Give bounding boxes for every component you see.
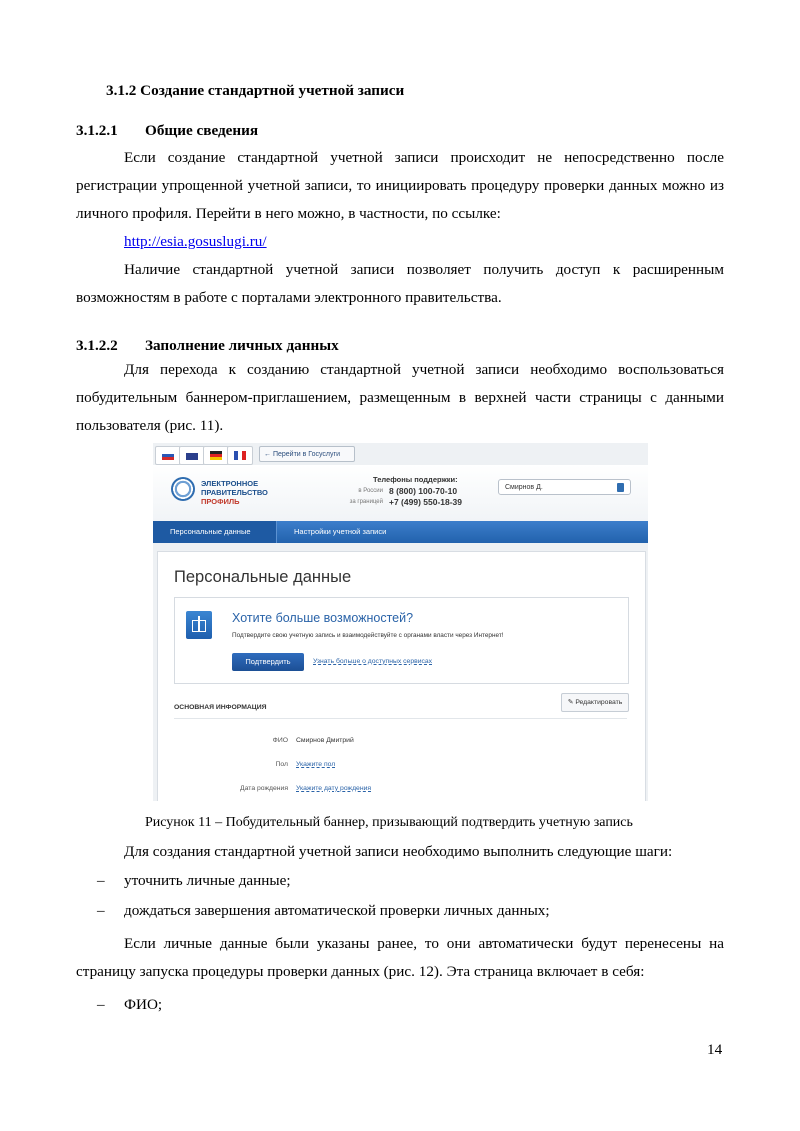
- paragraph-banner-intro: Для перехода к созданию стандартной учетной записи необходимо воспользоваться побудительным баннером-приглашением, размещенным в верхней части страницы с данными пользователя (рис. 11).: [76, 361, 724, 434]
- page-number: 14: [707, 1041, 723, 1058]
- edit-button[interactable]: [561, 693, 629, 712]
- user-name: Смирнов Д.: [505, 484, 543, 491]
- language-bar: [153, 443, 648, 465]
- paragraph-standard-benefits: Наличие стандартной учетной записи позволяет получить доступ к расширенным возможностям в работе с порталами электронного правительства.: [76, 261, 724, 306]
- logo-line-3: ПРОФИЛЬ: [201, 497, 240, 506]
- flag-fr-icon[interactable]: [227, 446, 253, 465]
- upgrade-banner: [174, 597, 629, 684]
- fio-value: Смирнов Дмитрий: [296, 737, 354, 744]
- flag-ru-icon[interactable]: [155, 446, 181, 465]
- flag-de-icon[interactable]: [203, 446, 229, 465]
- logo-icon: [171, 477, 195, 501]
- flag-uk-icon[interactable]: [179, 446, 205, 465]
- nav-bar: [153, 521, 648, 543]
- paragraph-autofill: Если личные данные были указаны ранее, то они автоматически будут перенесены на страницу запуска процедуры проверки данных (рис. 12). Эта страница включает в себя:: [76, 935, 724, 980]
- paragraph-intro: Если создание стандартной учетной записи происходит не непосредственно после регистрации упрощенной учетной записи, то инициировать процедуру проверки данных можно из личного профиля. Перейти в него можно, в частности, по ссылке:: [76, 149, 724, 222]
- bullet-1: уточнить личные данные;: [124, 872, 291, 889]
- edit-button-label: Редактировать: [575, 699, 623, 706]
- subsection-number-1: 3.1.2.1: [76, 122, 118, 139]
- divider: [174, 718, 627, 719]
- paragraph-steps-intro: Для создания стандартной учетной записи необходимо выполнить следующие шаги:: [124, 843, 673, 860]
- subsection-title-2: Заполнение личных данных: [145, 337, 339, 354]
- page-title: Персональные данные: [174, 568, 352, 586]
- birthdate-label: Дата рождения: [240, 785, 288, 792]
- confirm-button[interactable]: Подтвердить: [232, 653, 304, 671]
- bullet-2: дождаться завершения автоматической проверки личных данных;: [124, 902, 550, 919]
- subsection-title-1: Общие сведения: [145, 122, 259, 139]
- bullet-dash-3: –: [97, 996, 105, 1013]
- figure-screenshot: [153, 443, 648, 801]
- logo-line-2: ПРАВИТЕЛЬСТВО: [201, 488, 268, 497]
- logo-line-1: ЭЛЕКТРОННОЕ: [201, 479, 259, 488]
- banner-title: Хотите больше возможностей?: [232, 611, 414, 625]
- esia-link[interactable]: http://esia.gosuslugi.ru/: [124, 233, 267, 250]
- phone-russia: 8 (800) 100-70-10: [389, 486, 458, 496]
- phone-abroad: +7 (499) 550-18-39: [389, 497, 463, 507]
- gender-label: Пол: [275, 761, 288, 768]
- subsection-number-2: 3.1.2.2: [76, 337, 118, 354]
- tab-personal-data[interactable]: Персональные данные: [153, 521, 276, 543]
- phone-abroad-label: за границей: [349, 499, 383, 505]
- section-heading: 3.1.2 Создание стандартной учетной записи: [106, 82, 405, 99]
- gift-icon: [186, 611, 212, 639]
- phone-russia-label: в России: [358, 488, 383, 494]
- bullet-dash-1: –: [97, 872, 105, 889]
- logout-icon[interactable]: [617, 483, 624, 492]
- go-to-gosuslugi-button[interactable]: ← Перейти в Госуслуги: [259, 446, 355, 462]
- gender-link[interactable]: Укажите пол: [296, 761, 336, 768]
- content-panel: [157, 551, 646, 801]
- bullet-3: ФИО;: [124, 996, 163, 1013]
- bullet-dash-2: –: [97, 902, 105, 919]
- user-menu[interactable]: [498, 479, 631, 495]
- fio-label: ФИО: [272, 737, 288, 744]
- support-phones-title: Телефоны поддержки:: [373, 475, 458, 484]
- banner-text: Подтвердите свою учетную запись и взаимодействуйте с органами власти через Интернет!: [232, 632, 504, 639]
- birthdate-link[interactable]: Укажите дату рождения: [296, 785, 372, 792]
- learn-more-link[interactable]: Узнать больше о доступных сервисах: [313, 658, 433, 665]
- figure-caption: Рисунок 11 – Побудительный баннер, призывающий подтвердить учетную запись: [145, 815, 633, 830]
- tab-account-settings[interactable]: Настройки учетной записи: [276, 521, 411, 543]
- pencil-icon: ✎: [567, 699, 576, 706]
- main-info-heading: ОСНОВНАЯ ИНФОРМАЦИЯ: [174, 704, 267, 711]
